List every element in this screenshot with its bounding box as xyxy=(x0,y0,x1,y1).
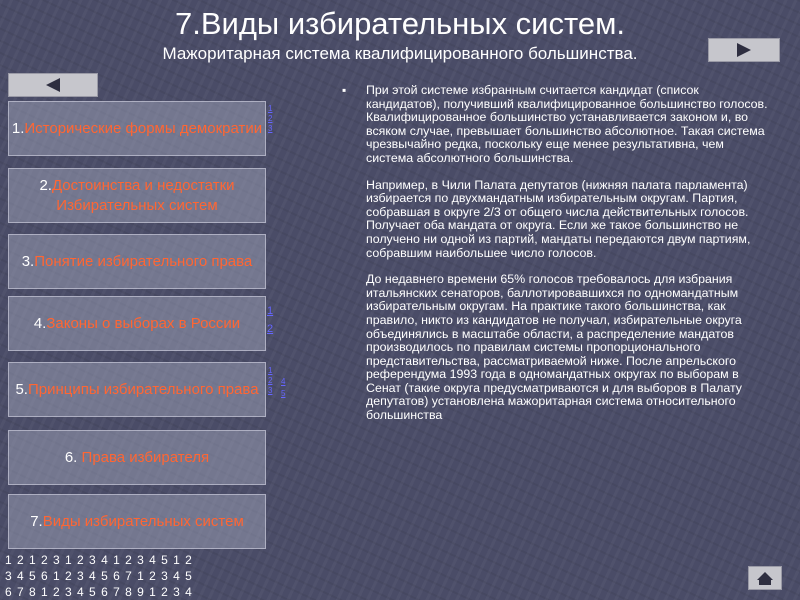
bottom-nav-line[interactable]: 3 4 5 6 1 2 3 4 5 6 7 1 2 3 4 5 xyxy=(5,569,192,583)
bottom-nav-line[interactable]: 1 2 1 2 3 1 2 3 4 1 2 3 4 5 1 2 xyxy=(5,553,192,567)
home-icon-base xyxy=(759,579,771,585)
menu-item-1[interactable] xyxy=(8,101,266,156)
triangle-right-icon xyxy=(737,43,751,57)
bottom-nav-line[interactable]: 6 7 8 1 2 3 4 5 6 7 8 9 1 2 3 4 xyxy=(5,585,192,599)
menu-item-label[interactable]: Законы о выборах в России xyxy=(46,314,241,332)
triangle-left-icon xyxy=(46,78,60,92)
menu-item-6[interactable] xyxy=(8,430,266,485)
side-link[interactable]: 2 xyxy=(268,114,273,123)
menu-item-3[interactable] xyxy=(8,234,266,289)
menu-item-number: 4. xyxy=(33,314,47,332)
bullet-icon: ▪ xyxy=(342,83,347,97)
menu-item-label[interactable]: Виды избирательных систем xyxy=(42,512,244,530)
side-link[interactable]: 3 xyxy=(268,124,273,133)
side-links-group-1 xyxy=(268,104,272,134)
side-link[interactable]: 1 xyxy=(268,104,273,113)
content-paragraph: Например, в Чили Палата депутатов (нижняя палата парламента) избирается по двухмандатным избирательным округам. Партия, собравшая в округе 2/3 от общего числа действительных голосов. Получает оба мандата от округа. Если же такое большинство не получено ни одной из партий, мандаты передаются двум партиям, собравшим наибольшее число голосов. xyxy=(366,177,751,260)
home-button[interactable] xyxy=(748,566,782,590)
side-link[interactable]: 5 xyxy=(281,389,286,398)
menu-item-number: 1. xyxy=(11,119,25,137)
slide-subtitle: Мажоритарная система квалифицированного большинства. xyxy=(162,44,638,63)
content-paragraph: При этой системе избранным считается кандидат (список кандидатов), получивший квалифицированное большинство голосов. Квалифицированное большинство устанавливается законом и, во всяком случае, превышает большинство абсолютное. Такая система чрезвычайно редка, поскольку еще менее результативна, чем система абсолютного большинства. xyxy=(366,83,768,165)
side-links-group-5-right xyxy=(281,376,285,400)
side-link[interactable]: 3 xyxy=(268,386,273,395)
side-links-group-4 xyxy=(267,302,273,338)
side-link[interactable]: 1 xyxy=(268,366,273,375)
menu-item-number: 5. xyxy=(15,380,28,398)
menu-item-label[interactable]: Понятие избирательного права xyxy=(34,252,253,270)
bottom-number-nav xyxy=(5,552,265,600)
menu-item-label[interactable]: Исторические формы демократии xyxy=(24,119,263,137)
menu-item-2[interactable] xyxy=(8,168,266,223)
menu-item-5[interactable] xyxy=(8,362,266,417)
menu-item-label[interactable]: Права избирателя xyxy=(81,448,210,466)
content-paragraph: До недавнего времени 65% голосов требовалось для избрания итальянских сенаторов, баллотировавшихся по одномандатным избирательным округам. На практике такого большинства, как правило, никто из кандидатов не получал, избирательные округа объединялись в масштабе области, а распределение мандатов производилось по правилам системы пропорционального представительства, рассматриваемой ниже. После апрельского референдума 1993 года в одномандатных округах по выборам в Сенат (такие округа предусматриваются и для выборов в Палату депутатов) установлена мажоритарная система относительного большинства xyxy=(366,272,742,423)
menu-item-label[interactable]: Принципы избирательного права xyxy=(27,380,259,398)
menu-item-7[interactable] xyxy=(8,494,266,549)
next-slide-button[interactable] xyxy=(708,38,780,62)
slide-title: 7.Виды избирательных систем. xyxy=(174,6,626,41)
side-link[interactable]: 1 xyxy=(267,305,274,317)
menu-item-label[interactable]: Достоинства и недостатки Избирательных систем xyxy=(51,176,235,214)
side-link[interactable]: 4 xyxy=(281,377,286,386)
side-link[interactable]: 2 xyxy=(268,376,273,385)
menu-item-number: 7. xyxy=(30,512,43,530)
menu-item-number: 6. xyxy=(64,448,82,466)
menu-item-number: 2. xyxy=(39,176,52,194)
slide-content xyxy=(342,83,770,436)
prev-slide-button[interactable] xyxy=(8,73,98,97)
side-links-group-5-left xyxy=(268,366,272,396)
menu-item-4[interactable] xyxy=(8,296,266,351)
side-link[interactable]: 2 xyxy=(267,323,274,335)
menu-item-number: 3. xyxy=(21,252,35,270)
